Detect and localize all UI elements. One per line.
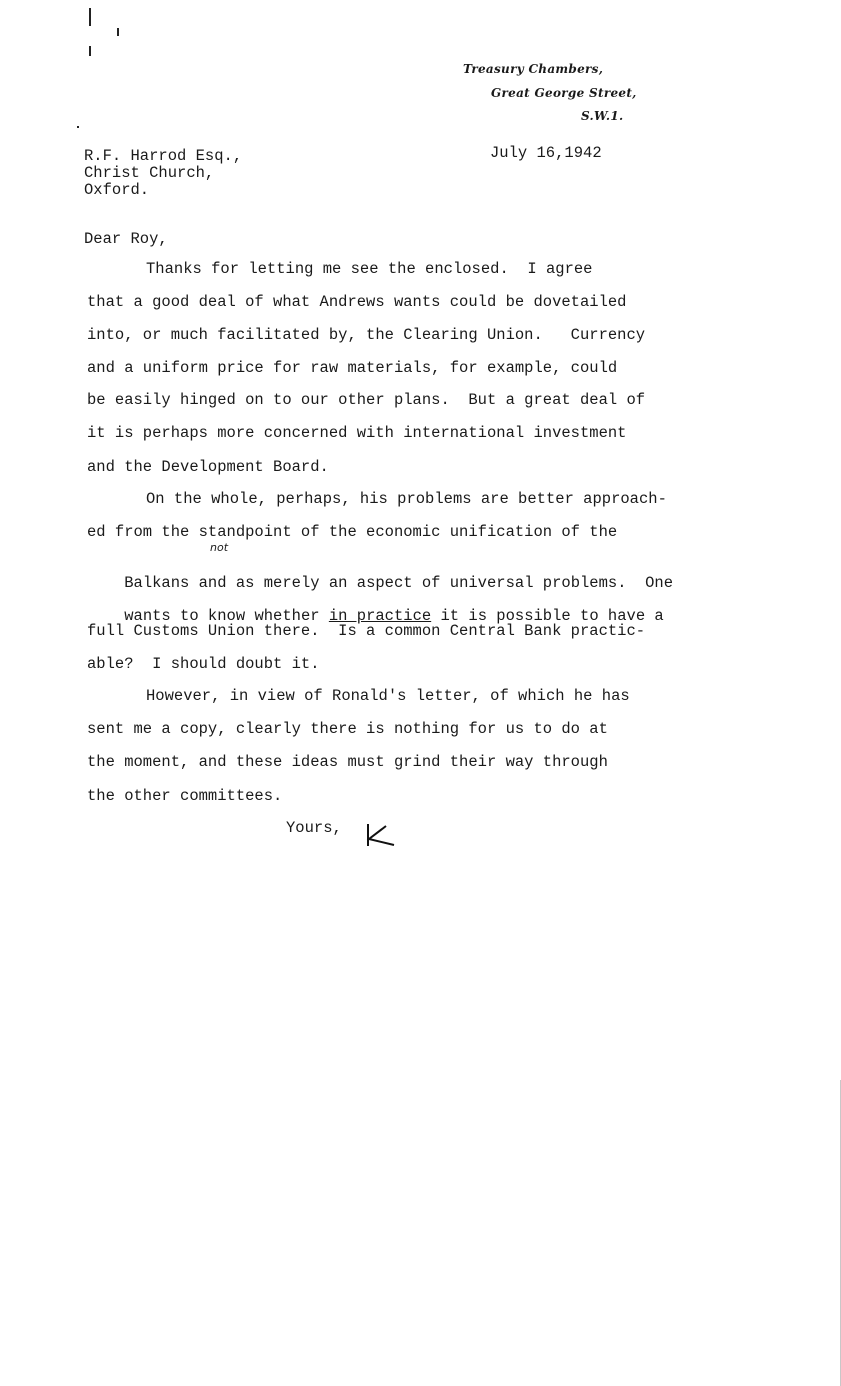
recipient-address-line: Christ Church, [84, 164, 215, 182]
margin-mark [89, 8, 91, 26]
body-line: the moment, and these ideas must grind their way through [87, 753, 608, 771]
letterhead-line-1: Treasury Chambers, [463, 62, 604, 76]
body-line: full Customs Union there. Is a common Central Bank practic- [87, 622, 646, 640]
salutation: Dear Roy, [84, 230, 168, 248]
underlined-text: in practice [328, 607, 432, 625]
margin-mark [89, 46, 91, 56]
body-line: and the Development Board. [87, 458, 329, 476]
body-line: be easily hinged on to our other plans. But a great deal of [87, 391, 646, 409]
body-text: wants to know whether [124, 607, 329, 625]
letterhead-line-3: S.W.1. [581, 109, 624, 123]
body-line: sent me a copy, clearly there is nothing for us to do at [87, 720, 608, 738]
body-line: ed from the standpoint of the economic unification of the [87, 523, 618, 541]
closing: Yours, [286, 819, 342, 837]
letterhead-line-2: Great George Street, [491, 86, 637, 100]
letter-date: July 16,1942 [490, 144, 602, 162]
body-text: Balkans and [124, 574, 236, 592]
margin-mark [77, 126, 79, 128]
body-text: it is possible to have a [431, 607, 664, 625]
body-text: as merely an aspect of universal problems. One [235, 574, 674, 592]
body-line: the other committees. [87, 787, 283, 805]
recipient-name: R.F. Harrod Esq., [84, 147, 243, 165]
body-line: and a uniform price for raw materials, for example, could [87, 359, 618, 377]
body-line: However, in view of Ronald's letter, of which he has [146, 687, 630, 705]
body-line: it is perhaps more concerned with international investment [87, 424, 627, 442]
body-line: Thanks for letting me see the enclosed. I agree [146, 260, 593, 278]
handwritten-signature [362, 822, 402, 852]
body-line: able? I should doubt it. [87, 655, 320, 673]
body-line: On the whole, perhaps, his problems are better approach- [146, 490, 667, 508]
margin-mark [117, 28, 119, 36]
body-line: that a good deal of what Andrews wants could be dovetailed [87, 293, 627, 311]
body-line: into, or much facilitated by, the Clearing Union. Currency [87, 326, 646, 344]
handwritten-insertion: not [210, 541, 229, 554]
recipient-address-line: Oxford. [84, 181, 150, 199]
